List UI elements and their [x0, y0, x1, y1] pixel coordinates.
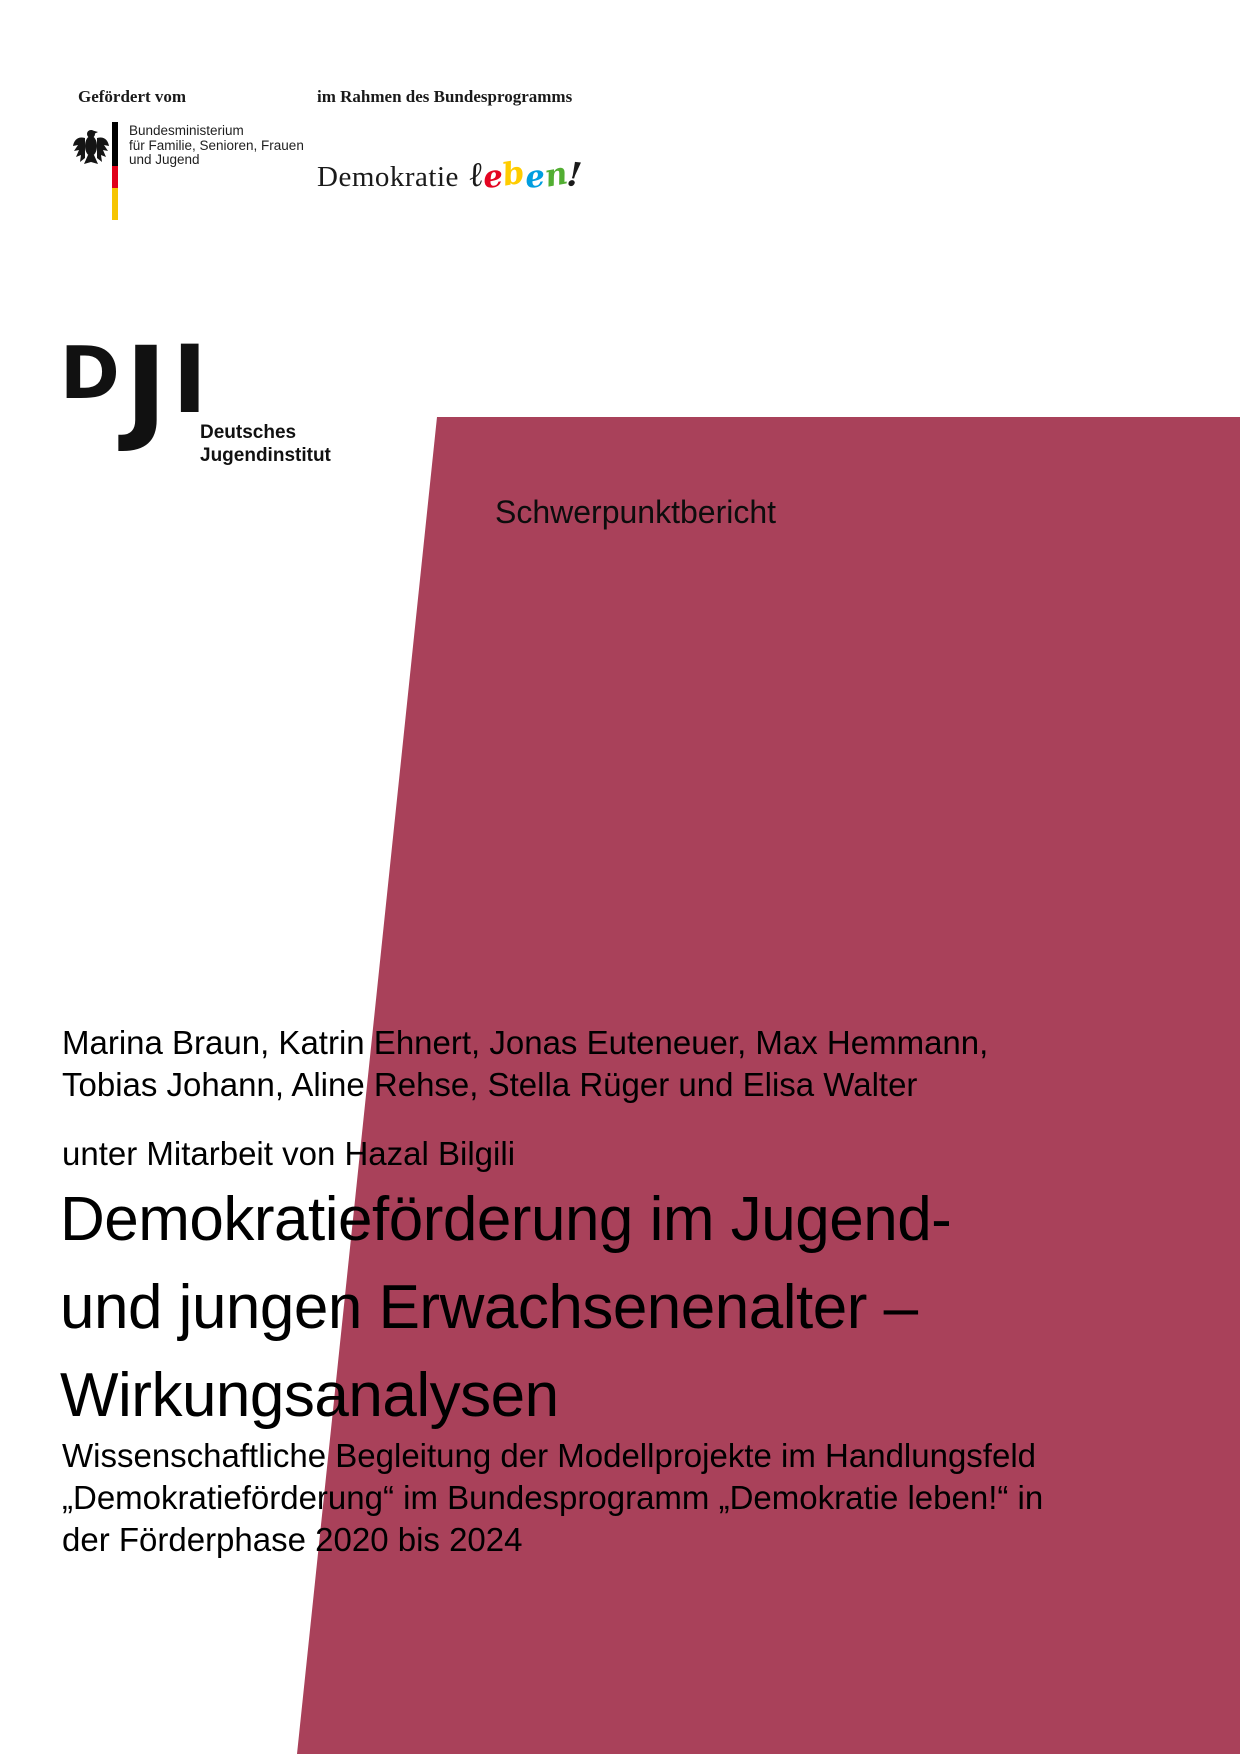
report-title-line: Wirkungsanalysen — [60, 1361, 559, 1430]
leben-letter: e — [481, 158, 506, 196]
ministry-logo — [70, 120, 330, 230]
authors — [62, 1022, 988, 1106]
leben-letter: e — [523, 158, 547, 196]
publisher-name-line: Jugendinstitut — [200, 445, 331, 466]
program-label: im Rahmen des Bundesprogramms — [317, 87, 573, 106]
report-subtitle-line: Wissenschaftliche Begleitung der Modellprojekte im Handlungsfeld — [62, 1437, 1037, 1474]
dji-logo-letter: J — [124, 322, 168, 455]
report-subtitle-line: „Demokratieförderung“ im Bundesprogramm „Demokratie leben!“ in — [62, 1479, 1044, 1516]
ministry-name-line: und Jugend — [129, 152, 200, 167]
authors-line: Marina Braun, Katrin Ehnert, Jonas Euteneuer, Max Hemmann, — [62, 1024, 989, 1061]
leben-letter: ℓ — [466, 154, 487, 196]
leben-letter: b — [499, 154, 528, 194]
publisher-name-line: Deutsches — [200, 422, 297, 443]
authors-line: Tobias Johann, Aline Rehse, Stella Rüger und Elisa Walter — [62, 1066, 918, 1103]
report-subtitle — [62, 1435, 1043, 1561]
report-subtitle-line: der Förderphase 2020 bis 2024 — [62, 1521, 523, 1558]
report-title-line: Demokratieförderung im Jugend- — [60, 1185, 952, 1254]
dji-logo-letter: I — [172, 326, 208, 435]
ministry-name-line: für Familie, Senioren, Frauen — [129, 137, 304, 153]
report-type-label: Schwerpunktbericht — [495, 494, 777, 530]
flag-black — [112, 122, 118, 166]
ministry-name — [129, 124, 304, 168]
report-title — [60, 1176, 951, 1440]
leben-letter: n — [541, 155, 570, 195]
demokratie-wordmark: Demokratie — [317, 161, 459, 193]
funding-label: Gefördert vom — [78, 87, 187, 106]
leben-letter: ! — [565, 154, 584, 195]
report-title-line: und jungen Erwachsenenalter – — [60, 1273, 918, 1342]
dji-logo — [60, 322, 208, 455]
german-flag-stripe — [112, 122, 118, 220]
contributor-line: unter Mitarbeit von Hazal Bilgili — [62, 1135, 516, 1172]
leben-wordmark — [466, 154, 584, 196]
dji-logo-letter: D — [60, 331, 120, 415]
flag-red — [112, 166, 118, 188]
flag-gold — [112, 188, 118, 220]
publisher-name — [200, 421, 331, 467]
demokratie-leben-logo — [317, 155, 582, 195]
ministry-name-line: Bundesministerium — [129, 123, 244, 138]
federal-eagle-icon — [72, 124, 110, 172]
